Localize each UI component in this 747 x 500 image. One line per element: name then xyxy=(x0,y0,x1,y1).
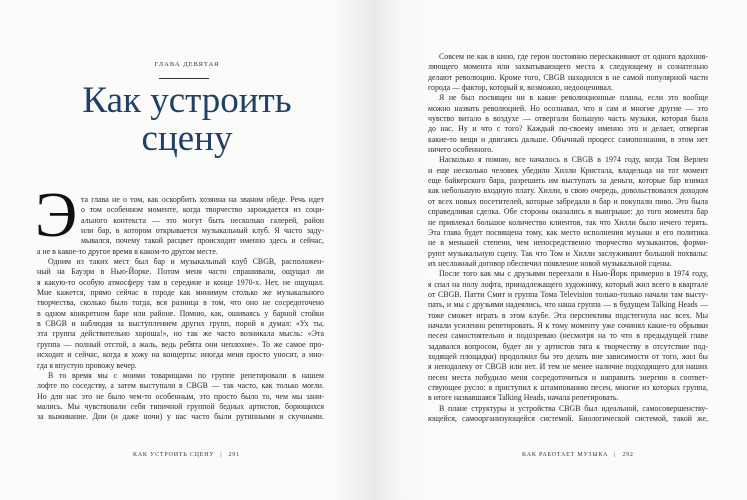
paragraph xyxy=(428,269,708,403)
text-line: города — фактор, который я, возможно, недооценивал. xyxy=(428,83,613,93)
text-line: Насколько я помню, все началось в CBGB в 1974 году, когда Том Верлен xyxy=(439,155,708,165)
text-line: я спал на полу лофта, принадлежащего художнику, который жил всего в квартале xyxy=(428,279,708,289)
text-line: справедливая сделка. Обе стороны оказались в выигрыше: до того момента бар xyxy=(428,207,708,217)
text-line: та глава не о том, как оскорбить хозяина на званом обеде. Речь идет xyxy=(81,195,324,204)
page-number: 291 xyxy=(228,452,240,458)
text-line: группа — полный отстой, а жаль, ведь ребята они неплохие». То же самое про- xyxy=(37,339,324,349)
text-line: творчества, сколько было тогда, вся разница в том, что оно не сосредоточено xyxy=(37,298,324,308)
right-page xyxy=(374,0,747,500)
paragraph xyxy=(428,404,708,425)
text-line: какие-то вещи и двигаясь дальше. Обычный процесс самопознания, в этом нет xyxy=(428,134,708,144)
paragraph xyxy=(37,257,324,371)
text-line: в одном конкретном баре или районе. Помню, как, ошиваясь у барной стойки xyxy=(37,308,324,318)
text-line: руют музыкальную сцену. Так что Том и Хилли заслуживают большой похвалы: xyxy=(428,248,708,258)
text-line: После того как мы с друзьями переехали в Нью-Йорк примерно в 1974 году, xyxy=(439,269,708,279)
footer-separator: | xyxy=(220,452,223,458)
text-line: ходящей площадки) продолжил бы это делать вне зависимости от того, жил бы xyxy=(428,351,708,361)
paragraph xyxy=(428,52,708,93)
chapter-label: ГЛАВА ДЕВЯТАЯ xyxy=(154,61,220,68)
chapter-title-line: Как устроить xyxy=(82,80,292,121)
paragraph xyxy=(428,155,708,269)
text-line: еще байкерского бара, разрешить им выступать за деньги, которые бар взимал xyxy=(428,176,708,186)
text-line: как небольшую входную плату. Хилли, в свою очередь, довольствовался доходом xyxy=(428,186,708,196)
text-line: исходит и сейчас, когда я хожу на концерты: иногда меня просто уносит, а ино- xyxy=(37,350,324,360)
paragraph xyxy=(37,195,324,257)
running-head: КАК УСТРОИТЬ СЦЕНУ xyxy=(133,452,215,458)
text-line: в CBGB и наблюдая за выступлением других групп, порой я думал: «Ух ты, xyxy=(37,319,324,329)
text-line: ляющего момента или захватывающего места к следующему и сознательно xyxy=(428,62,708,72)
text-line: Эта глава будет посвящена тому, как место исполнения музыки и его политика xyxy=(428,227,708,237)
chapter-divider xyxy=(159,78,209,79)
text-line: ющейся, самоорганизующейся системой. Биологической системой, такой же, xyxy=(428,414,708,424)
text-line: лофте по соседству, а затем выступали в CBGB — так часто, как только могли. xyxy=(37,381,324,391)
left-footer xyxy=(133,452,240,458)
text-line: песен места побудило меня сосредоточиться и направить энергию в соответ- xyxy=(428,372,708,382)
footer-separator: | xyxy=(614,452,617,458)
text-line: начали усиленно репетировать. Я к тому моменту уже сочинял какие-то обрывки xyxy=(428,320,708,330)
text-line: мались. Мы чувствовали себя типичной группой бедных артистов, борющихся xyxy=(37,401,324,411)
text-line: гда я впустую провожу вечер. xyxy=(37,360,137,370)
left-body-text xyxy=(37,195,324,423)
text-line: тоже сможет играть в этом клубе. Эта перспектива подстегнула нас всех. Мы xyxy=(428,310,708,320)
right-footer xyxy=(522,452,634,458)
text-line: задавался вопросом, будет ли у артистов тяга к творчеству в отсутствие под- xyxy=(428,341,708,351)
text-line: В то время мы с моими товарищами по группе репетировали в нашем xyxy=(48,370,324,380)
text-line: Мне кажется, прямо сейчас в городе как минимум столько же музыкального xyxy=(37,288,324,298)
paragraph xyxy=(37,371,324,423)
text-line: я какую-то особую атмосферу там в середине и конце 1970-х. Нет, не ощущал. xyxy=(37,277,324,287)
text-line: а не в какое-то другое время в каком-то другом месте. xyxy=(37,246,218,256)
chapter-title-line: сцену xyxy=(141,118,233,159)
text-line: Я не был посвящен ни в какие революционные планы, если это вообще xyxy=(439,93,708,103)
running-head: КАК РАБОТАЕТ МУЗЫКА xyxy=(522,452,609,458)
text-line: от всех новых посетителей, которые забредали в бар и покупали пиво. Это была xyxy=(428,196,708,206)
drop-cap: Э xyxy=(35,179,78,250)
text-line: ный на Бауэри в Нью-Йорке. Потом меня часто спрашивали, ощущал ли xyxy=(37,267,324,277)
text-line: Одним из таких мест был бар и музыкальный клуб CBGB, расположен- xyxy=(48,257,324,267)
text-line: пать, и мы с друзьями надеялись, что наша группа — в будущем Talking Heads — xyxy=(428,300,708,310)
text-line: не в меньшей степени, чем непосредственно творчество музыкантов, форми- xyxy=(428,238,708,248)
text-line: и еще несколько человек убедили Хилли Кристала, владельца на тот момент xyxy=(428,165,708,175)
text-line: ствующее русло: я приступил к штампованию песен, многие из которых группа, xyxy=(428,383,708,392)
text-line: песен самостоятельно и подозреваю (несмотря на то что в предыдущей главе xyxy=(428,331,708,341)
text-line: от CBGB. Патти Смит и группа Тома Television только-только начали там высту- xyxy=(428,289,708,299)
text-line: или бар, в котором открывается музыкальный клуб. Я часто заду- xyxy=(81,226,324,236)
text-line: делают революцию. Кроме того, CBGB находился в не самой популярной части xyxy=(428,72,708,82)
text-line: В плане структуры и устройства CBGB был идеальной, самосовершенству- xyxy=(439,403,708,413)
page-number: 292 xyxy=(622,452,634,458)
text-line: Совсем не как в кино, где герои постоянно перескакивают от одного вдохнов- xyxy=(439,52,708,61)
paragraph xyxy=(428,93,708,155)
text-line: о том особенном моменте, когда творчество зарождается из соци- xyxy=(81,205,324,215)
text-line: ального контекста — это могут быть несколько галерей, район xyxy=(81,215,324,225)
text-line: мывался, почему такой расцвет происходит именно здесь и сейчас, xyxy=(81,236,324,246)
text-line: их несложный договор обеспечил появление новой музыкальной сцены. xyxy=(428,258,672,268)
text-line: чувство витало в воздухе — отвергали большую часть музыки, которая была xyxy=(428,114,708,124)
text-line: ничего особенного. xyxy=(428,145,494,155)
text-line: эта группа действительно хороша!», но так же часто возникала мысль: «Эта xyxy=(37,329,324,339)
right-body-text xyxy=(428,52,708,424)
text-line: не привлекал большое количество клиентов, так что Хилли было нечего терять. xyxy=(428,217,708,227)
text-line: можно назвать революцией. Но осознавал, что я сам и многие другие — это xyxy=(428,103,708,113)
text-line: до нас. Ну и что с того? Каждый по-своему именно это и делает, отвергая xyxy=(428,124,708,134)
text-line: Но для нас это не было чем-то особенным, это просто было то, чем мы зани- xyxy=(37,391,324,401)
text-line: в итоге назвавшаяся Talking Heads, начала репетировать. xyxy=(428,393,619,403)
text-line: я неподалеку от CBGB или нет. И тем не менее наличие подходящего для наших xyxy=(428,362,708,372)
text-line: за выживание. Дни (и даже ночи) у нас часто были рутинными и скучными. xyxy=(37,412,324,422)
chapter-title xyxy=(0,82,374,158)
